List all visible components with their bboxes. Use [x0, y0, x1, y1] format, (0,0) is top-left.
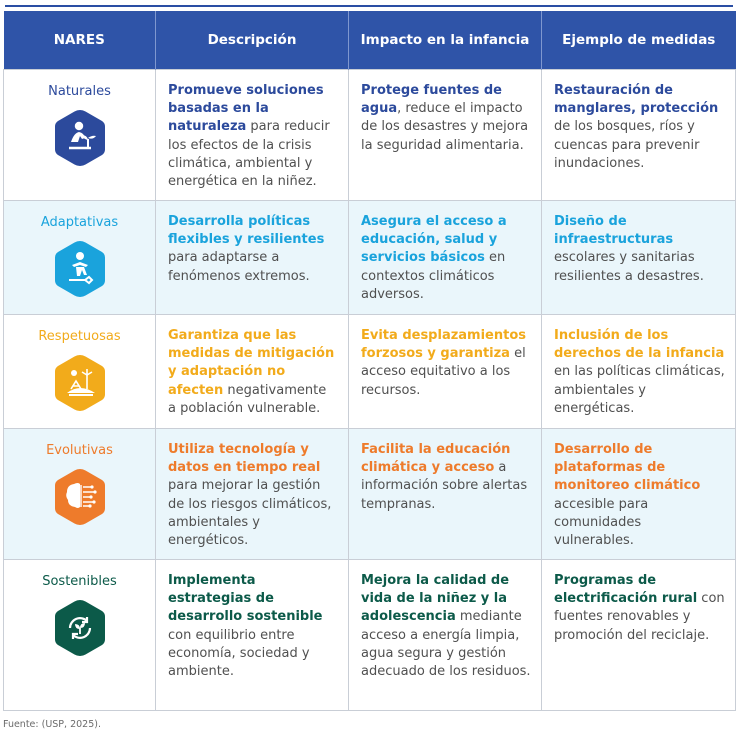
- description-bold: Utiliza tecnología y datos en tiempo real: [168, 442, 321, 476]
- measure-cell: [542, 201, 736, 315]
- description-bold: Implementa estrategias de desarrollo sostenible: [168, 573, 323, 625]
- table-row: [4, 429, 736, 560]
- renewable-landscape-icon: [52, 353, 108, 413]
- impact-bold: Evita desplazamientos forzosos y garantiza: [361, 328, 527, 362]
- impact-bold: Facilita la educación climática y acceso: [361, 442, 511, 476]
- table-row: [4, 315, 736, 429]
- description-cell: [156, 201, 349, 315]
- description-text: con equilibrio entre economía, sociedad y ambiente.: [168, 627, 310, 680]
- impact-text: , reduce el impacto de los desastres y mejora la seguridad alimentaria.: [361, 101, 529, 153]
- measure-bold: Programas de electrificación rural: [554, 573, 698, 607]
- sustainable-cycle-icon: [52, 598, 108, 658]
- description-cell: [156, 560, 349, 711]
- nares-cell: [4, 560, 156, 711]
- nares-cell: [4, 201, 156, 315]
- measure-text: de los bosques, ríos y cuencas para prevenir inundaciones.: [554, 119, 700, 171]
- header-nares: NARES: [4, 11, 156, 70]
- description-cell: [156, 70, 349, 201]
- description-bold: Promueve soluciones basadas en la naturaleza: [168, 83, 324, 135]
- impact-text: el acceso equitativo a los recursos.: [361, 346, 526, 398]
- nares-name: Respetuosas: [38, 329, 121, 344]
- impact-text: mediante acceso a energía limpia, agua segura y gestión adecuado de los residuos.: [361, 609, 531, 680]
- header-descripcion: Descripción: [156, 11, 349, 70]
- impact-text: en contextos climáticos adversos.: [361, 250, 506, 302]
- measure-bold: Inclusión de los derechos de la infancia: [554, 328, 725, 362]
- flexible-person-icon: [52, 239, 108, 299]
- impact-bold: Asegura el acceso a educación, salud y servicios básicos: [361, 214, 507, 266]
- measure-cell: [542, 560, 736, 711]
- impact-cell: [349, 201, 542, 315]
- impact-cell: [349, 70, 542, 201]
- impact-text: a información sobre alertas tempranas.: [361, 460, 528, 512]
- measure-text: en las políticas climáticas, ambientales y energéticas.: [554, 364, 725, 416]
- measure-bold: Restauración de manglares, protección: [554, 83, 719, 117]
- description-text: negativamente a población vulnerable.: [168, 382, 327, 416]
- measure-cell: [542, 315, 736, 429]
- tech-brain-icon: [52, 467, 108, 527]
- description-bold: Desarrolla políticas flexibles y resilientes: [168, 214, 325, 248]
- measure-bold: Diseño de infraestructuras: [554, 214, 674, 248]
- nares-name: Adaptativas: [40, 215, 119, 230]
- measure-cell: [542, 70, 736, 201]
- nares-cell: [4, 70, 156, 201]
- header-impacto: Impacto en la infancia: [349, 11, 542, 70]
- top-rule: [5, 5, 733, 7]
- measure-text: escolares y sanitarias resilientes a desastres.: [554, 250, 704, 284]
- impact-cell: [349, 429, 542, 560]
- source-note: Fuente: (USP, 2025).: [3, 719, 101, 730]
- table-row: [4, 560, 736, 711]
- nares-name: Evolutivas: [46, 443, 113, 458]
- measure-text: accesible para comunidades vulnerables.: [554, 496, 649, 549]
- nares-name: Sostenibles: [42, 574, 117, 589]
- description-cell: [156, 315, 349, 429]
- impact-cell: [349, 315, 542, 429]
- measure-bold: Desarrollo de plataformas de monitoreo climático: [554, 442, 701, 494]
- header-row: [4, 11, 736, 70]
- description-text: para mejorar la gestión de los riesgos climáticos, ambientales y energéticos.: [168, 478, 332, 549]
- impact-bold: Protege fuentes de agua: [361, 83, 502, 117]
- header-ejemplo: Ejemplo de medidas: [542, 11, 736, 70]
- description-text: para adaptarse a fenómenos extremos.: [168, 250, 310, 284]
- nares-table: [3, 11, 736, 711]
- person-planting-icon: [52, 108, 108, 168]
- measure-cell: [542, 429, 736, 560]
- impact-bold: Mejora la calidad de vida de la niñez y la adolescencia: [361, 573, 510, 625]
- nares-cell: [4, 315, 156, 429]
- nares-name: Naturales: [48, 84, 111, 99]
- nares-cell: [4, 429, 156, 560]
- impact-cell: [349, 560, 542, 711]
- table-row: [4, 70, 736, 201]
- description-text: para reducir los efectos de la crisis climática, ambiental y energética en la niñez.: [168, 119, 330, 190]
- description-cell: [156, 429, 349, 560]
- measure-text: con fuentes renovables y promoción del reciclaje.: [554, 591, 725, 643]
- table-row: [4, 201, 736, 315]
- description-bold: Garantiza que las medidas de mitigación y adaptación no afecten: [168, 328, 335, 398]
